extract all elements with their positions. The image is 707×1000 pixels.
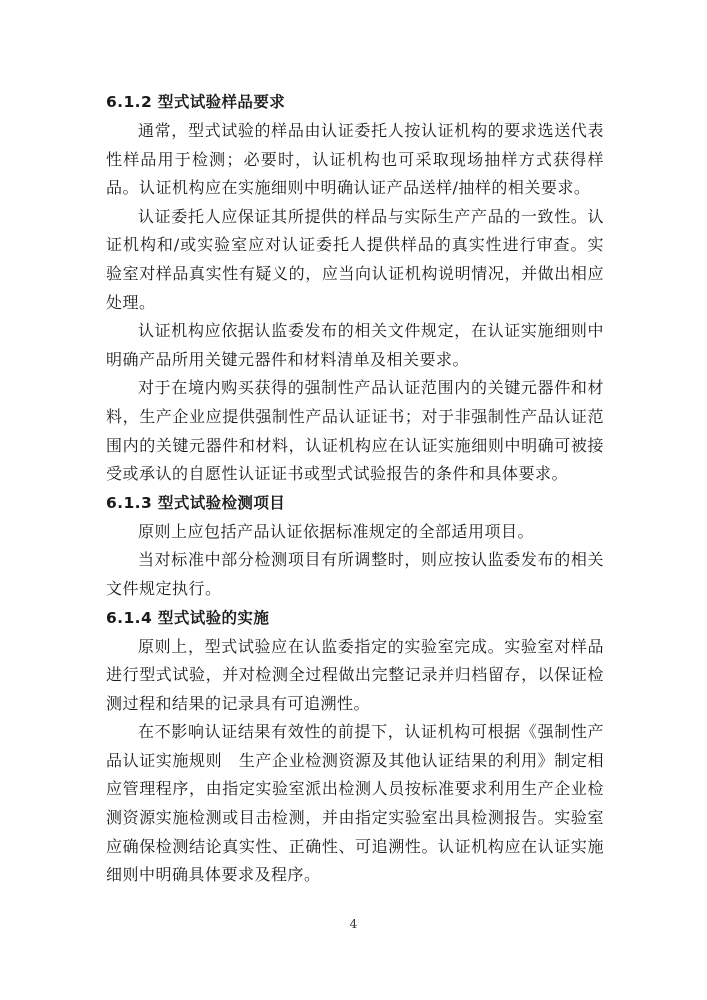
paragraph: 认证委托人应保证其所提供的样品与实际生产产品的一致性。认证机构和/或实验室应对认证委托人提供样品的真实性进行审查。实验室对样品真实性有疑义的，应当向认证机构说明情况，并做出相应处理。	[106, 206, 604, 312]
paragraph: 对于在境内购买获得的强制性产品认证范围内的关键元器件和材料，生产企业应提供强制性产品认证证书；对于非强制性产品认证范围内的关键元器件和材料，认证机构应在认证实施细则中明确可被接受或承认的自愿性认证证书或型式试验报告的条件和具体要求。	[106, 378, 604, 484]
paragraph: 原则上应包括产品认证依据标准规定的全部适用项目。	[138, 521, 535, 541]
section-heading-6-1-4: 6.1.4 型式试验的实施	[106, 608, 270, 627]
paragraph: 当对标准中部分检测项目有所调整时，则应按认监委发布的相关文件规定执行。	[106, 550, 604, 598]
paragraph: 在不影响认证结果有效性的前提下，认证机构可根据《强制性产品认证实施规则 生产企业检测资源及其他认证结果的利用》制定相应管理程序，由指定实验室派出检测人员按标准要求利用生产企业检测资源实施检测或目击检测，并由指定实验室出具检测报告。实验室应确保检测结论真实性、正确性、可追溯性。认证机构应在认证实施细则中明确具体要求及程序。	[106, 722, 604, 885]
paragraph: 认证机构应依据认监委发布的相关文件规定，在认证实施细则中明确产品所用关键元器件和材料清单及相关要求。	[106, 321, 604, 369]
document-page	[106, 88, 604, 890]
paragraph: 原则上，型式试验应在认监委指定的实验室完成。实验室对样品进行型式试验，并对检测全过程做出完整记录并归档留存，以保证检测过程和结果的记录具有可追溯性。	[106, 636, 604, 713]
paragraph: 通常，型式试验的样品由认证委托人按认证机构的要求选送代表性样品用于检测；必要时，认证机构也可采取现场抽样方式获得样品。认证机构应在实施细则中明确认证产品送样/抽样的相关要求。	[106, 121, 604, 198]
section-heading-6-1-3: 6.1.3 型式试验检测项目	[106, 493, 286, 512]
section-heading-6-1-2: 6.1.2 型式试验样品要求	[106, 93, 286, 111]
page-number: 4	[349, 917, 358, 931]
